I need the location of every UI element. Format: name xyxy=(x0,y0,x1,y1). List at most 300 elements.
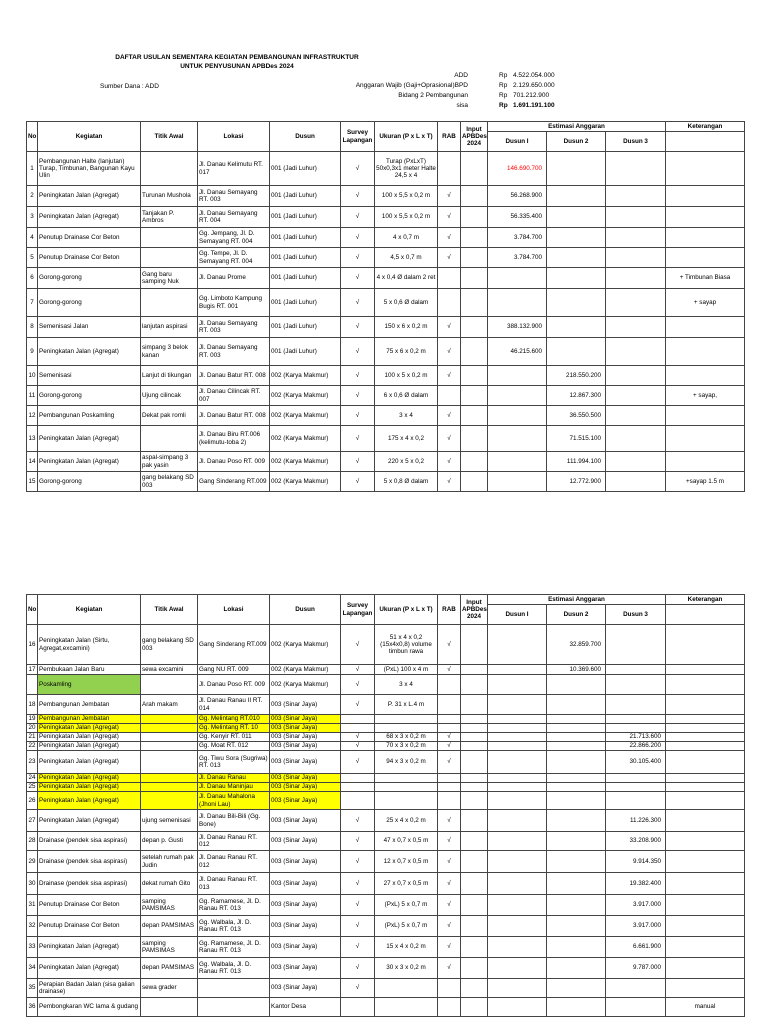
table-row xyxy=(27,675,745,695)
row-keterangan xyxy=(666,426,745,452)
row-keterangan xyxy=(666,675,745,695)
row-input xyxy=(461,751,488,774)
row-ukuran: P. 31 x L.4 m xyxy=(375,695,438,715)
row-dusun: 003 (Sinar Jaya) xyxy=(270,783,341,792)
row-lokasi: Jl. Danau Cilincak RT. 007 xyxy=(198,386,270,406)
row-no: 7 xyxy=(27,289,38,317)
row-no: 10 xyxy=(27,366,38,386)
row-dusun: 001 (Jadi Luhur) xyxy=(270,317,341,338)
row-input xyxy=(461,207,488,228)
row-survey: √ xyxy=(341,937,375,958)
row-dusun-2 xyxy=(547,774,606,783)
row-survey: √ xyxy=(341,338,375,366)
row-dusun: 003 (Sinar Jaya) xyxy=(270,733,341,742)
row-lokasi: Gang Sinderang RT.009 xyxy=(198,625,270,665)
header-keterangan: Keterangan xyxy=(666,595,745,605)
row-rab xyxy=(438,979,461,998)
row-no: 19 xyxy=(28,715,36,723)
row-ukuran: 70 x 3 x 0,2 m xyxy=(375,742,438,751)
row-dusun-2 xyxy=(547,742,606,751)
row-kegiatan: Drainase (pendek sisa aspirasi) xyxy=(38,832,141,851)
row-rab: √ xyxy=(438,248,461,268)
row-input xyxy=(461,366,488,386)
row-dusun: 003 (Sinar Jaya) xyxy=(270,873,341,895)
row-no: 3 xyxy=(27,207,38,228)
budget-value: 1.691.191.100 xyxy=(513,102,555,109)
row-input xyxy=(461,665,488,675)
row-kegiatan: Peningkatan Jalan (Agregat) xyxy=(38,792,141,810)
table-row xyxy=(27,695,745,715)
row-rab xyxy=(438,289,461,317)
row-dusun-1 xyxy=(488,916,547,937)
row-kegiatan: Drainase (pendek sisa aspirasi) xyxy=(38,851,141,873)
row-no: 28 xyxy=(27,832,38,851)
row-titik-awal: Arah makam xyxy=(141,695,198,715)
row-no: 27 xyxy=(27,810,38,832)
row-lokasi: Jl. Danau Ranau RT. 012 xyxy=(198,851,270,873)
table-row xyxy=(27,851,745,873)
row-kegiatan: Pembangunan Poskamling xyxy=(38,406,141,426)
proposal-table-2 xyxy=(26,594,745,1017)
row-dusun-1 xyxy=(488,625,547,665)
row-survey: √ xyxy=(341,289,375,317)
row-dusun-2 xyxy=(547,248,606,268)
row-lokasi: Gg. Ramamese, Jl. D. Ranau RT. 013 xyxy=(198,895,270,916)
budget-currency: Rp xyxy=(499,102,508,109)
row-titik-awal xyxy=(141,998,198,1017)
row-dusun: 002 (Karya Makmur) xyxy=(270,426,341,452)
row-keterangan: manual xyxy=(666,998,745,1017)
row-dusun-3: 22.866.200 xyxy=(606,742,666,751)
row-input xyxy=(461,774,488,783)
row-no: 16 xyxy=(27,625,38,665)
row-ukuran: 100 x 5,5 x 0,2 m xyxy=(375,207,438,228)
row-dusun-3 xyxy=(606,207,666,228)
table-row xyxy=(27,366,745,386)
budget-label: ADD xyxy=(454,72,468,79)
row-survey: √ xyxy=(341,742,375,751)
row-no: 15 xyxy=(27,472,38,492)
row-dusun-3: 30.105.400 xyxy=(606,751,666,774)
row-survey: √ xyxy=(341,152,375,186)
header-estimasi: Estimasi Anggaran xyxy=(488,122,666,132)
row-titik-awal: samping PAMSIMAS xyxy=(141,937,198,958)
row-kegiatan: Peningkatan Jalan (Agregat) xyxy=(38,452,141,472)
row-dusun: 002 (Karya Makmur) xyxy=(270,406,341,426)
row-dusun-1 xyxy=(488,810,547,832)
row-lokasi xyxy=(198,998,270,1017)
row-dusun-1: 56.268.900 xyxy=(488,186,547,207)
row-ukuran: 15 x 4 x 0,2 m xyxy=(375,937,438,958)
row-ukuran: 5 x 0,8 Ø dalam xyxy=(375,472,438,492)
row-dusun-3: 3.917.000 xyxy=(606,895,666,916)
header-rab: RAB xyxy=(438,122,461,152)
row-dusun: 003 (Sinar Jaya) xyxy=(270,724,341,733)
row-dusun: 001 (Jadi Luhur) xyxy=(270,248,341,268)
row-ukuran xyxy=(375,715,438,724)
source-label: Sumber Dana : xyxy=(100,83,144,90)
table-row xyxy=(27,783,745,792)
row-keterangan xyxy=(666,751,745,774)
row-dusun-2 xyxy=(547,873,606,895)
row-kegiatan: Gorong-gorong xyxy=(38,268,141,289)
row-ukuran: 27 x 0,7 x 0,5 m xyxy=(375,873,438,895)
row-rab: √ xyxy=(438,832,461,851)
row-survey: √ xyxy=(341,228,375,248)
row-titik-awal: depan p. Gusti xyxy=(141,832,198,851)
row-ukuran: 4 x 0,4 Ø dalam 2 ret xyxy=(375,268,438,289)
row-survey: √ xyxy=(341,832,375,851)
row-keterangan xyxy=(666,152,745,186)
header-dusun-3: Dusun 3 xyxy=(606,605,666,625)
row-ukuran: Turap (PxLxT) 50x0,3x1 meter Halte 24,5 x 4 xyxy=(375,152,438,186)
row-dusun-1 xyxy=(488,774,547,783)
row-rab: √ xyxy=(438,916,461,937)
row-dusun: 003 (Sinar Jaya) xyxy=(270,937,341,958)
row-keterangan xyxy=(666,979,745,998)
row-input xyxy=(461,426,488,452)
row-kegiatan: Peningkatan Jalan (Agregat) xyxy=(38,810,141,832)
row-lokasi: Jl. Danau Batur RT. 008 xyxy=(198,406,270,426)
row-dusun: 001 (Jadi Luhur) xyxy=(270,207,341,228)
row-dusun-3 xyxy=(606,386,666,406)
row-no: 23 xyxy=(27,751,38,774)
row-dusun-2 xyxy=(547,228,606,248)
row-lokasi xyxy=(198,979,270,998)
row-input xyxy=(461,472,488,492)
row-keterangan xyxy=(666,733,745,742)
row-input xyxy=(461,625,488,665)
row-lokasi: Jl. Danau Mahalona (Jhoni Lau) xyxy=(198,792,270,810)
row-kegiatan: Gorong-gorong xyxy=(38,289,141,317)
row-rab xyxy=(438,783,461,792)
row-dusun-1 xyxy=(488,851,547,873)
row-keterangan xyxy=(666,715,745,724)
row-input xyxy=(461,289,488,317)
row-lokasi: Jl. Danau Maninjau xyxy=(198,783,270,792)
row-survey: √ xyxy=(341,751,375,774)
row-no: 17 xyxy=(28,665,36,673)
row-kegiatan: Pembangunan Jembatan xyxy=(38,695,141,715)
row-dusun-2 xyxy=(547,268,606,289)
row-dusun-2 xyxy=(547,152,606,186)
row-survey: √ xyxy=(341,472,375,492)
header-estimasi: Estimasi Anggaran xyxy=(488,595,666,605)
row-dusun-1 xyxy=(488,792,547,810)
row-dusun-2 xyxy=(547,207,606,228)
row-no xyxy=(27,675,38,695)
row-dusun-1 xyxy=(488,406,547,426)
header-ukuran: Ukuran (P x L x T) xyxy=(375,122,438,152)
row-keterangan xyxy=(666,625,745,665)
table-row xyxy=(27,186,745,207)
row-kegiatan: Poskamling xyxy=(38,675,141,695)
row-input xyxy=(461,152,488,186)
row-dusun-1: 146.690.700 xyxy=(488,152,547,186)
row-keterangan xyxy=(666,366,745,386)
row-rab xyxy=(438,998,461,1017)
row-rab: √ xyxy=(438,406,461,426)
row-no: 8 xyxy=(27,317,38,338)
row-rab xyxy=(438,724,461,733)
row-ukuran xyxy=(375,774,438,783)
row-input xyxy=(461,268,488,289)
row-ukuran: 100 x 5 x 0,2 m xyxy=(375,366,438,386)
row-dusun-1 xyxy=(488,958,547,979)
row-survey: √ xyxy=(341,625,375,665)
row-ukuran: 4 x 0,7 m xyxy=(375,228,438,248)
row-rab: √ xyxy=(438,742,461,751)
row-no: 32 xyxy=(27,916,38,937)
row-dusun-3: 6.661.900 xyxy=(606,937,666,958)
row-dusun-2 xyxy=(547,810,606,832)
row-lokasi: Jl. Danau Batur RT. 008 xyxy=(198,366,270,386)
header-dusun-2: Dusun 2 xyxy=(547,605,606,625)
row-titik-awal: Lanjut di tikungan xyxy=(141,366,198,386)
row-dusun-1 xyxy=(488,724,547,733)
row-keterangan xyxy=(666,958,745,979)
row-keterangan xyxy=(666,406,745,426)
row-dusun-1 xyxy=(488,832,547,851)
row-dusun: 002 (Karya Makmur) xyxy=(270,366,341,386)
row-dusun-1 xyxy=(488,472,547,492)
row-dusun-3 xyxy=(606,675,666,695)
row-titik-awal: setelah rumah pak Judin xyxy=(141,851,198,873)
row-kegiatan: Gorong-gorong xyxy=(38,472,141,492)
table-row xyxy=(27,742,745,751)
row-input xyxy=(461,724,488,733)
row-dusun-3 xyxy=(606,186,666,207)
row-dusun: 003 (Sinar Jaya) xyxy=(270,832,341,851)
row-ukuran: 3 x 4 xyxy=(375,406,438,426)
row-input xyxy=(461,248,488,268)
row-survey: √ xyxy=(341,851,375,873)
row-kegiatan: Penutup Drainase Cor Beton xyxy=(38,248,141,268)
row-titik-awal xyxy=(141,248,198,268)
row-input xyxy=(461,832,488,851)
row-kegiatan: Pembukaan Jalan Baru xyxy=(38,665,141,675)
row-no: 31 xyxy=(27,895,38,916)
row-rab: √ xyxy=(438,338,461,366)
table-row xyxy=(27,873,745,895)
row-no: 1 xyxy=(27,152,38,186)
row-kegiatan: Pembangunan Halte (lanjutan) Turap, Timbunan, Bangunan Kayu Ulin xyxy=(38,152,141,186)
row-dusun-3 xyxy=(606,268,666,289)
row-dusun: 002 (Karya Makmur) xyxy=(270,472,341,492)
row-keterangan xyxy=(666,695,745,715)
row-dusun-3: 9.787.000 xyxy=(606,958,666,979)
row-dusun-3 xyxy=(606,665,666,675)
row-dusun-1: 46.215.600 xyxy=(488,338,547,366)
row-lokasi: Gang NU RT. 009 xyxy=(198,665,270,675)
row-titik-awal xyxy=(141,426,198,452)
table-row xyxy=(27,452,745,472)
row-rab: √ xyxy=(438,665,461,675)
row-dusun-1 xyxy=(488,675,547,695)
row-rab: √ xyxy=(438,733,461,742)
row-dusun: 001 (Jadi Luhur) xyxy=(270,152,341,186)
row-rab xyxy=(438,774,461,783)
row-no: 22 xyxy=(28,742,36,750)
table-row xyxy=(27,916,745,937)
header-ukuran: Ukuran (P x L x T) xyxy=(375,595,438,625)
row-dusun-1 xyxy=(488,366,547,386)
row-input xyxy=(461,715,488,724)
table-row xyxy=(27,426,745,452)
header-keterangan-blank xyxy=(666,132,745,152)
row-survey xyxy=(341,998,375,1017)
row-dusun-2 xyxy=(547,724,606,733)
row-lokasi: Jl. Danau Ranau II RT. 014 xyxy=(198,695,270,715)
row-kegiatan: Peningkatan Jalan (Agregat) xyxy=(38,742,141,751)
row-rab xyxy=(438,792,461,810)
row-lokasi: Gg. Ramamese, Jl. D. Ranau RT. 013 xyxy=(198,937,270,958)
row-kegiatan: Gorong-gorong xyxy=(38,386,141,406)
row-kegiatan: Peningkatan Jalan (Agregat) xyxy=(38,774,141,783)
table-row xyxy=(27,958,745,979)
row-survey: √ xyxy=(341,248,375,268)
row-dusun-3 xyxy=(606,695,666,715)
row-dusun-2 xyxy=(547,916,606,937)
row-titik-awal: samping PAMSIMAS xyxy=(141,895,198,916)
table-row xyxy=(27,810,745,832)
row-dusun: 003 (Sinar Jaya) xyxy=(270,979,341,998)
row-titik-awal xyxy=(141,228,198,248)
row-kegiatan: Semenisasi Jalan xyxy=(38,317,141,338)
row-dusun: 002 (Karya Makmur) xyxy=(270,665,341,675)
row-ukuran: (PxL) 5 x 0,7 m xyxy=(375,916,438,937)
row-kegiatan: Peningkatan Jalan (Agregat) xyxy=(38,958,141,979)
row-survey: √ xyxy=(341,916,375,937)
row-dusun-2 xyxy=(547,733,606,742)
row-dusun-1 xyxy=(488,695,547,715)
row-ukuran: 3 x 4 xyxy=(375,675,438,695)
row-titik-awal: Ujung cilincak xyxy=(141,386,198,406)
row-dusun-3 xyxy=(606,228,666,248)
row-rab: √ xyxy=(438,895,461,916)
row-survey: √ xyxy=(341,695,375,715)
row-survey: √ xyxy=(341,186,375,207)
row-dusun-2: 71.515.100 xyxy=(547,426,606,452)
row-dusun: 002 (Karya Makmur) xyxy=(270,675,341,695)
document-title: DAFTAR USULAN SEMENTARA KEGIATAN PEMBANGUNAN INFRASTRUKTUR xyxy=(115,54,359,61)
row-lokasi: Gg. Tempe, Jl. D. Semayang RT. 004 xyxy=(198,248,270,268)
row-dusun-3 xyxy=(606,152,666,186)
row-ukuran: 94 x 3 x 0,2 m xyxy=(375,751,438,774)
row-rab xyxy=(438,386,461,406)
header-dusun: Dusun xyxy=(270,122,341,152)
row-ukuran: (PxL) 100 x 4 m xyxy=(375,665,438,675)
row-input xyxy=(461,916,488,937)
row-dusun-3: 33.208.900 xyxy=(606,832,666,851)
row-kegiatan: Peningkatan Jalan (Agregat) xyxy=(38,937,141,958)
row-ukuran: 175 x 4 x 0,2 xyxy=(375,426,438,452)
header-dusun-1: Dusun I xyxy=(488,605,547,625)
row-dusun-2 xyxy=(547,979,606,998)
table-row xyxy=(27,152,745,186)
row-input xyxy=(461,873,488,895)
row-lokasi: Jl. Danau Semayang RT. 003 xyxy=(198,338,270,366)
row-dusun-3 xyxy=(606,724,666,733)
row-kegiatan: Peningkatan Jalan (Agregat) xyxy=(38,783,141,792)
row-dusun-2 xyxy=(547,289,606,317)
row-rab: √ xyxy=(438,958,461,979)
budget-currency: Rp xyxy=(499,82,508,89)
row-dusun-2 xyxy=(547,186,606,207)
header-dusun-1: Dusun I xyxy=(488,132,547,152)
row-kegiatan: Penutup Drainase Cor Beton xyxy=(38,895,141,916)
table-row xyxy=(27,317,745,338)
row-titik-awal: dekat rumah Gito xyxy=(141,873,198,895)
row-dusun-2: 32.859.700 xyxy=(547,625,606,665)
row-input xyxy=(461,695,488,715)
row-input xyxy=(461,317,488,338)
table-row xyxy=(27,406,745,426)
row-ukuran: 25 x 4 x 0,2 m xyxy=(375,810,438,832)
row-keterangan xyxy=(666,724,745,733)
row-keterangan xyxy=(666,665,745,675)
row-survey: √ xyxy=(341,665,375,675)
budget-label: Anggaran Wajib (Gaji+Oprasional)BPD xyxy=(355,82,468,89)
row-dusun-3 xyxy=(606,783,666,792)
table-row xyxy=(27,715,745,724)
row-ukuran: 6 x 0,6 Ø dalam xyxy=(375,386,438,406)
row-keterangan xyxy=(666,774,745,783)
row-lokasi: Jl. Danau Semayang RT. 003 xyxy=(198,186,270,207)
row-survey: √ xyxy=(341,873,375,895)
row-keterangan xyxy=(666,452,745,472)
row-dusun-2: 10.369.600 xyxy=(547,665,606,675)
row-keterangan xyxy=(666,810,745,832)
row-lokasi: Gg. Jempang, Jl. D. Semayang RT. 004 xyxy=(198,228,270,248)
row-kegiatan: Penutup Drainase Cor Beton xyxy=(38,916,141,937)
row-input xyxy=(461,998,488,1017)
header-no: No xyxy=(27,595,38,625)
row-dusun-3: 11.226.300 xyxy=(606,810,666,832)
row-dusun-1 xyxy=(488,979,547,998)
table-row xyxy=(27,733,745,742)
table-row xyxy=(27,774,745,783)
row-titik-awal: depan PAMSIMAS xyxy=(141,958,198,979)
row-keterangan xyxy=(666,186,745,207)
header-kegiatan: Kegiatan xyxy=(38,595,141,625)
row-dusun-2 xyxy=(547,937,606,958)
header-titik-awal: Titik Awal xyxy=(141,122,198,152)
row-dusun-1 xyxy=(488,751,547,774)
row-dusun-1 xyxy=(488,289,547,317)
header-input: Input APBDes 2024 xyxy=(461,595,488,625)
table-row xyxy=(27,386,745,406)
row-dusun: 001 (Jadi Luhur) xyxy=(270,289,341,317)
table-row xyxy=(27,998,745,1017)
row-survey: √ xyxy=(341,207,375,228)
row-titik-awal: sewa grader xyxy=(141,979,198,998)
row-dusun-2 xyxy=(547,715,606,724)
row-no: 35 xyxy=(27,979,38,998)
row-keterangan xyxy=(666,207,745,228)
row-input xyxy=(461,452,488,472)
row-dusun: 001 (Jadi Luhur) xyxy=(270,186,341,207)
row-rab: √ xyxy=(438,426,461,452)
header-dusun-3: Dusun 3 xyxy=(606,132,666,152)
row-dusun: 003 (Sinar Jaya) xyxy=(270,916,341,937)
row-ukuran: 12 x 0,7 x 0,5 m xyxy=(375,851,438,873)
row-dusun-3: 9.914.350 xyxy=(606,851,666,873)
row-titik-awal: aspal-simpang 3 pak yasin xyxy=(141,452,198,472)
table-row xyxy=(27,625,745,665)
row-dusun-2 xyxy=(547,895,606,916)
row-lokasi: Gg. Melintang RT. 10 xyxy=(198,724,270,733)
